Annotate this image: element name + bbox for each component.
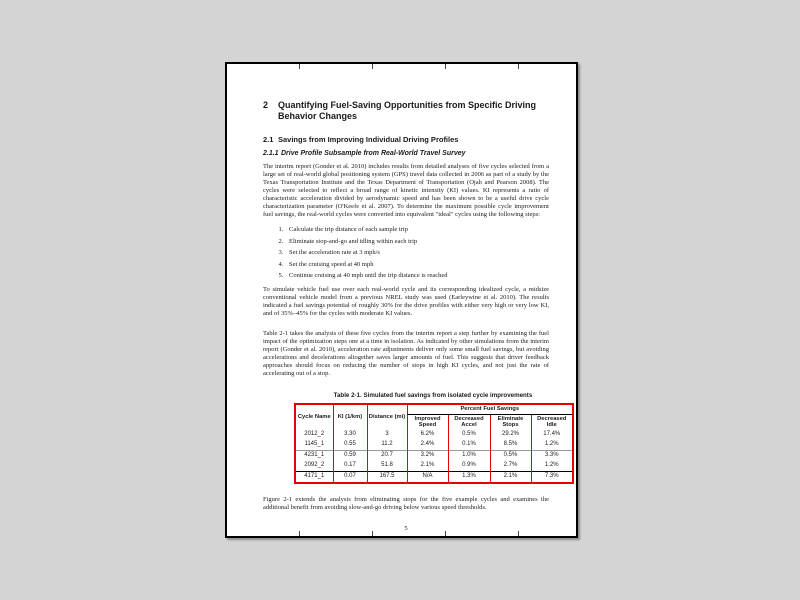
table-block	[294, 392, 572, 484]
table-cell: 1.0%	[448, 450, 490, 461]
table-cell: 3	[367, 430, 407, 440]
table-row	[295, 471, 573, 483]
table-cell: 2.1%	[490, 471, 531, 483]
table-cell: 2012_2	[295, 430, 333, 440]
col-header-cycle-name: Cycle Name	[295, 404, 333, 430]
table-row	[295, 461, 573, 472]
table-row	[295, 440, 573, 451]
table-cell: 7.3%	[531, 471, 573, 483]
table-cell: 11.2	[367, 440, 407, 451]
table-row	[295, 450, 573, 461]
list-item: 4. Set the cruising speed at 40 mph	[285, 261, 549, 269]
table-cell: 2092_2	[295, 461, 333, 472]
table-cell: 1.3%	[448, 471, 490, 483]
table-cell: 0.5%	[448, 430, 490, 440]
col-header-decreased-idle: Decreased Idle	[531, 414, 573, 430]
col-header-ki: KI (1/km)	[333, 404, 367, 430]
table-cell: 0.17	[333, 461, 367, 472]
ideal-cycle-steps-list	[285, 226, 549, 280]
table-cell: 17.4%	[531, 430, 573, 440]
section-title: Savings from Improving Individual Driving Profiles	[278, 135, 459, 144]
subsection-title: Drive Profile Subsample from Real-World Travel Survey	[281, 150, 466, 157]
list-item: 3. Set the acceleration rate at 3 mph/s	[285, 249, 549, 257]
tick-mark-top-2	[372, 64, 373, 69]
table-cell: 20.7	[367, 450, 407, 461]
fuel-savings-table	[294, 403, 574, 484]
table-cell: 1.2%	[531, 440, 573, 451]
paragraph-simulation: To simulate vehicle fuel use over each real-world cycle and its corresponding idealized cycle, a midsize conventional vehicle model from a previous NREL study was used (Earleywine et al. 2010). The results indicated a fuel savings potential of roughly 30% for the drive profiles with either very high or very low KI, and of 35%–45% for the cycles with moderate KI values.	[263, 286, 549, 318]
table-caption: Table 2-1. Simulated fuel savings from isolated cycle improvements	[333, 392, 533, 400]
table-cell: 2.7%	[490, 461, 531, 472]
subsection-heading	[263, 150, 549, 158]
subsection-number: 2.1.1	[263, 150, 279, 157]
table-cell: N/A	[407, 471, 448, 483]
table-cell: 3.3%	[531, 450, 573, 461]
paragraph-table-intro: Table 2-1 takes the analysis of these five cycles from the interim report a step further by examining the fuel impact of the optimization steps one at a time in isolation. As indicated by other simulations from the interim report (Gonder et al. 2010), acceleration rate adjustments deliver only some small fuel savings, but avoiding accelerations and decelerations altogether saves larger amounts of fuel. This suggests that driver feedback approaches should focus on reducing the number of stops in high KI cycles, and not just the rate of accelerating out of a stop.	[263, 330, 549, 378]
table-cell: 4171_1	[295, 471, 333, 483]
table-cell: 0.9%	[448, 461, 490, 472]
list-item: 2. Eliminate stop-and-go and idling within each trip	[285, 238, 549, 246]
tick-mark-top-1	[299, 64, 300, 69]
tick-mark-top-4	[518, 64, 519, 69]
col-header-eliminate-stops: Eliminate Stops	[490, 414, 531, 430]
list-item: 5. Continue cruising at 40 mph until the trip distance is reached	[285, 272, 549, 280]
table-cell: 1.2%	[531, 461, 573, 472]
table-cell: 0.07	[333, 471, 367, 483]
table-cell: 51.8	[367, 461, 407, 472]
table-cell: 0.5%	[490, 450, 531, 461]
table-cell: 6.2%	[407, 430, 448, 440]
table-cell: 0.55	[333, 440, 367, 451]
page-number: 5	[404, 524, 408, 532]
tick-mark-top-3	[445, 64, 446, 69]
chapter-heading	[263, 100, 549, 122]
col-header-improved-speed: Improved Speed	[407, 414, 448, 430]
col-header-percent-fuel-savings: Percent Fuel Savings	[407, 404, 573, 414]
table-cell: 0.1%	[448, 440, 490, 451]
chapter-title: Quantifying Fuel-Saving Opportunities from Specific Driving Behavior Changes	[278, 100, 537, 121]
paragraph-intro: The interim report (Gonder et al. 2010) includes results from detailed analyses of five cycles selected from a large set of real-world global positioning system (GPS) travel data collected in 2006 as part of a study by the Texas Transportation Institute and the Texas Department of Transportation (Ojah and Pearson 2008). The cycles were selected to reflect a broad range of kinetic intensity (KI) values. KI represents a ratio of characteristic acceleration divided by aerodynamic speed and has been shown to be a useful drive cycle characterization parameter (O'Keefe et al. 2007). To determine the maximum possible cycle improvement fuel savings, the real-world cycles were converted into equivalent "ideal" cycles using the following steps:	[263, 163, 549, 218]
table-cell: 1145_1	[295, 440, 333, 451]
section-heading	[263, 135, 549, 144]
table-header-row	[295, 404, 573, 414]
section-number: 2.1	[263, 135, 274, 144]
document-page	[225, 62, 578, 538]
paragraph-figure-intro: Figure 2-1 extends the analysis from eliminating stops for the five example cycles and examines the additional benefit from avoiding slow-and-go driving below various speed thresholds.	[263, 495, 549, 511]
page-content	[263, 100, 567, 532]
col-header-distance: Distance (mi)	[367, 404, 407, 430]
table-cell: 8.5%	[490, 440, 531, 451]
table-cell: 2.4%	[407, 440, 448, 451]
table-cell: 167.5	[367, 471, 407, 483]
table-row	[295, 430, 573, 440]
list-item: 1. Calculate the trip distance of each sample trip	[285, 226, 549, 234]
table-cell: 3.30	[333, 430, 367, 440]
table-cell: 4231_1	[295, 450, 333, 461]
table-cell: 2.1%	[407, 461, 448, 472]
table-cell: 0.59	[333, 450, 367, 461]
col-header-decreased-accel: Decreased Accel	[448, 414, 490, 430]
chapter-number: 2	[263, 100, 269, 110]
table-cell: 3.2%	[407, 450, 448, 461]
table-cell: 29.2%	[490, 430, 531, 440]
